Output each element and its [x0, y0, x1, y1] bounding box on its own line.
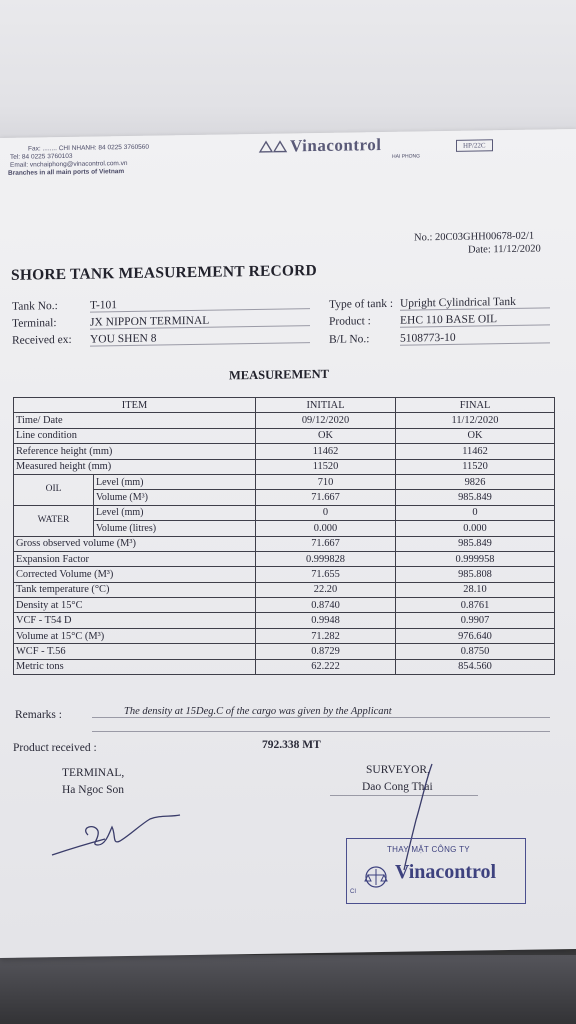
- document-date: Date: 11/12/2020: [468, 243, 541, 256]
- row-label: VCF - T54 D: [14, 613, 256, 628]
- group-oil: OIL: [14, 474, 94, 505]
- table-row: [14, 474, 555, 489]
- received-value: YOU SHEN 8: [90, 330, 310, 346]
- stamp-scales-icon: [361, 865, 391, 889]
- tank-no-label: Tank No.:: [12, 300, 58, 313]
- row-final: 0.8761: [396, 598, 555, 613]
- surveyor-sign-title: SURVEYOR,: [366, 764, 430, 776]
- row-label: Density at 15°C: [14, 598, 256, 613]
- table-row: [14, 613, 555, 628]
- row-initial: 71.282: [256, 628, 396, 643]
- table-row: [14, 444, 555, 459]
- table-row: [14, 628, 555, 643]
- row-final: OK: [396, 428, 555, 443]
- row-final: 985.808: [396, 567, 555, 582]
- row-label: WCF - T.56: [14, 644, 256, 659]
- table-row: [14, 428, 555, 443]
- row-initial: 71.667: [256, 536, 396, 551]
- type-value: Upright Cylindrical Tank: [400, 295, 550, 310]
- row-initial: 0.8740: [256, 598, 396, 613]
- product-value: EHC 110 BASE OIL: [400, 312, 550, 327]
- tank-no-value: T-101: [90, 296, 310, 312]
- row-final: 0.000: [396, 521, 555, 536]
- row-label: Metric tons: [14, 659, 256, 674]
- table-row: [14, 536, 555, 551]
- contact-line-1: Fax: ........ CHI NHANH: 84 0225 3760560: [28, 143, 150, 153]
- row-final: 11520: [396, 459, 555, 474]
- terminal-label: Terminal:: [12, 317, 57, 330]
- bl-value: 5108773-10: [400, 330, 550, 345]
- row-final: 9826: [396, 474, 555, 489]
- page-title: SHORE TANK MEASUREMENT RECORD: [11, 262, 317, 284]
- row-initial: OK: [256, 428, 396, 443]
- row-label: Corrected Volume (M³): [14, 567, 256, 582]
- background-bottom: [0, 955, 576, 1024]
- row-label: Time/ Date: [14, 413, 256, 428]
- row-final: 985.849: [396, 490, 555, 505]
- row-final: 0.999958: [396, 551, 555, 566]
- row-final: 854.560: [396, 659, 555, 674]
- row-initial: 0.000: [256, 521, 396, 536]
- table-row: [14, 459, 555, 474]
- row-final: 976.640: [396, 628, 555, 643]
- row-initial: 11462: [256, 444, 396, 459]
- product-label: Product :: [329, 315, 371, 328]
- table-row: [14, 413, 555, 428]
- contact-line-2: Tel: 84 0225 3760103: [10, 152, 73, 161]
- company-stamp: [346, 838, 526, 904]
- row-initial: 0.999828: [256, 551, 396, 566]
- stamp-company-name: Vinacontrol: [395, 861, 497, 883]
- table-row: [14, 659, 555, 674]
- branches-line: Branches in all main ports of Vietnam: [8, 168, 125, 177]
- stamp-corner: CI: [350, 889, 356, 895]
- product-received-label: Product received :: [13, 742, 97, 754]
- row-final: 985.849: [396, 536, 555, 551]
- logo-box: HP/22C: [456, 139, 493, 152]
- measurement-table: [13, 397, 555, 675]
- row-final: 11/12/2020: [396, 413, 555, 428]
- contact-line-3: Email: vnchaiphong@vinacontrol.com.vn: [10, 159, 128, 169]
- received-label: Received ex:: [12, 333, 72, 347]
- row-initial: 0.9948: [256, 613, 396, 628]
- table-row: [14, 567, 555, 582]
- logo-sub: HAI PHONG: [392, 153, 421, 160]
- row-label: Tank temperature (°C): [14, 582, 256, 597]
- row-final: 0: [396, 505, 555, 520]
- row-final: 11462: [396, 444, 555, 459]
- row-final: 28.10: [396, 582, 555, 597]
- header-item: ITEM: [14, 398, 256, 413]
- row-initial: 62.222: [256, 659, 396, 674]
- row-initial: 09/12/2020: [256, 413, 396, 428]
- row-label: Expansion Factor: [14, 551, 256, 566]
- terminal-sign-name: Ha Ngoc Son: [62, 784, 124, 796]
- row-label: Volume at 15°C (M³): [14, 628, 256, 643]
- remarks-blank-line: [92, 730, 550, 732]
- terminal-signature-icon: [50, 805, 190, 865]
- row-initial: 71.667: [256, 490, 396, 505]
- surveyor-sign-name: Dao Cong Thai: [362, 781, 433, 793]
- table-row: [14, 521, 555, 536]
- scales-logo-icon: [258, 139, 288, 153]
- table-row: [14, 505, 555, 520]
- bl-label: B/L No.:: [329, 333, 370, 346]
- row-label: Reference height (mm): [14, 444, 256, 459]
- row-initial: 0.8729: [256, 644, 396, 659]
- table-row: [14, 644, 555, 659]
- row-label: Level (mm): [94, 474, 256, 489]
- row-final: 0.8750: [396, 644, 555, 659]
- table-header-row: [14, 398, 555, 413]
- terminal-value: JX NIPPON TERMINAL: [90, 313, 310, 329]
- table-row: [14, 598, 555, 613]
- header-final: FINAL: [396, 398, 555, 413]
- document-number: No.: 20C03GHH00678-02/1: [414, 230, 535, 244]
- row-initial: 0: [256, 505, 396, 520]
- background-top: [0, 0, 576, 150]
- table-row: [14, 582, 555, 597]
- row-label: Gross observed volume (M³): [14, 536, 256, 551]
- group-water: WATER: [14, 505, 94, 536]
- row-label: Level (mm): [94, 505, 256, 520]
- row-final: 0.9907: [396, 613, 555, 628]
- stamp-top-text: THAY MẶT CÔNG TY: [387, 845, 470, 854]
- row-label: Volume (M³): [94, 490, 256, 505]
- remarks-label: Remarks :: [15, 709, 62, 721]
- measurement-title: MEASUREMENT: [229, 366, 330, 383]
- row-label: Volume (litres): [94, 521, 256, 536]
- row-initial: 22.20: [256, 582, 396, 597]
- table-row: [14, 490, 555, 505]
- logo-name: Vinacontrol: [290, 135, 382, 156]
- row-initial: 11520: [256, 459, 396, 474]
- terminal-sign-title: TERMINAL,: [62, 767, 125, 779]
- table-row: [14, 551, 555, 566]
- row-initial: 710: [256, 474, 396, 489]
- product-received-value: 792.338 MT: [262, 739, 321, 751]
- header-initial: INITIAL: [256, 398, 396, 413]
- company-logo: [258, 139, 288, 158]
- remarks-text: The density at 15Deg.C of the cargo was given by the Applicant: [92, 706, 550, 718]
- row-label: Measured height (mm): [14, 459, 256, 474]
- row-initial: 71.655: [256, 567, 396, 582]
- type-label: Type of tank :: [329, 297, 394, 311]
- row-label: Line condition: [14, 428, 256, 443]
